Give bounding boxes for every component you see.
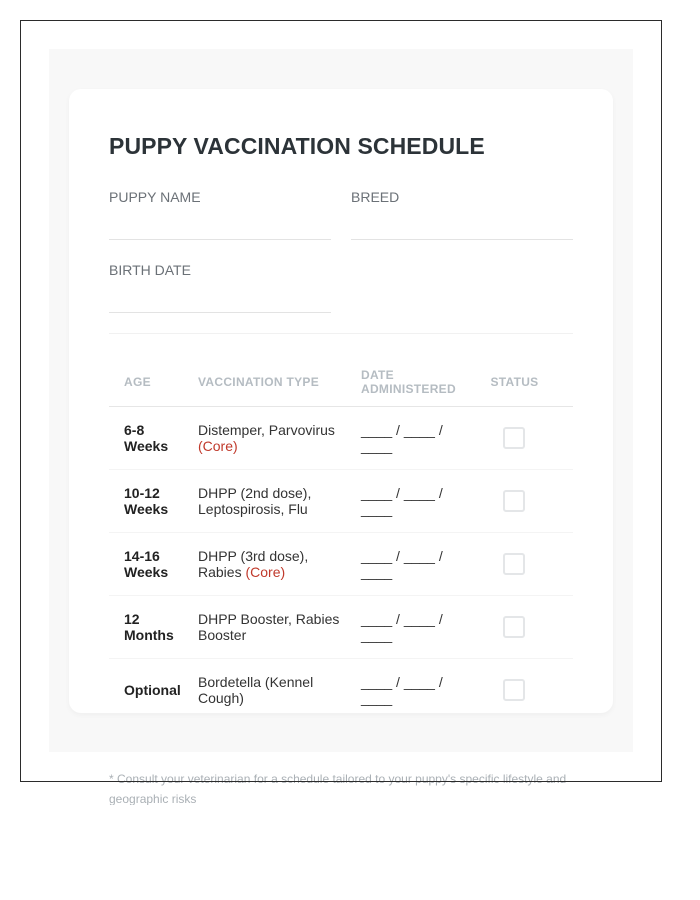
vaccination-cell xyxy=(183,533,346,596)
header-date-administered: DATE ADMINISTERED xyxy=(346,368,456,407)
vaccination-table xyxy=(109,368,573,713)
age-cell: 14-16 Weeks xyxy=(109,533,183,596)
table-row xyxy=(109,407,573,470)
age-cell: Optional xyxy=(109,659,183,714)
core-tag: (Core) xyxy=(245,564,286,580)
breed-input[interactable] xyxy=(351,213,573,240)
vaccination-text: DHPP Booster, Rabies Booster xyxy=(198,611,340,643)
date-administered-cell[interactable]: ____ / ____ / ____ xyxy=(346,407,456,470)
status-cell xyxy=(456,533,573,596)
birth-date-label: BIRTH DATE xyxy=(109,262,191,278)
vaccination-text: DHPP (3rd dose), Rabies xyxy=(198,548,309,580)
header-age: AGE xyxy=(109,368,183,407)
breed-field xyxy=(351,189,573,205)
status-checkbox[interactable] xyxy=(503,616,525,638)
table-row xyxy=(109,470,573,533)
table-row xyxy=(109,533,573,596)
status-cell xyxy=(456,407,573,470)
status-cell xyxy=(456,596,573,659)
footnote: * Consult your veterinarian for a schedule tailored to your puppy's specific lifestyle and geographic risks xyxy=(109,772,567,805)
section-divider xyxy=(109,333,573,334)
core-tag: (Core) xyxy=(198,438,238,454)
table-row xyxy=(109,659,573,714)
status-checkbox[interactable] xyxy=(503,490,525,512)
schedule-card xyxy=(69,89,613,713)
status-checkbox[interactable] xyxy=(503,553,525,575)
vaccination-cell xyxy=(183,659,346,714)
birth-date-input[interactable] xyxy=(109,286,331,313)
status-cell xyxy=(456,470,573,533)
status-cell xyxy=(456,659,573,714)
age-cell: 10-12 Weeks xyxy=(109,470,183,533)
breed-label: BREED xyxy=(351,189,400,205)
table-header-row xyxy=(109,368,573,407)
puppy-name-field xyxy=(109,189,331,205)
date-administered-cell[interactable]: ____ / ____ / ____ xyxy=(346,596,456,659)
age-cell: 12 Months xyxy=(109,596,183,659)
vaccination-text: Bordetella (Kennel Cough) xyxy=(198,674,314,706)
birth-date-field xyxy=(109,262,331,278)
puppy-name-label: PUPPY NAME xyxy=(109,189,201,205)
vaccination-text: DHPP (2nd dose), Leptospirosis, Flu xyxy=(198,485,312,517)
vaccination-cell xyxy=(183,596,346,659)
header-status: STATUS xyxy=(456,368,573,407)
vaccination-cell xyxy=(183,407,346,470)
age-cell: 6-8 Weeks xyxy=(109,407,183,470)
date-administered-cell[interactable]: ____ / ____ / ____ xyxy=(346,659,456,714)
header-vaccination-type: VACCINATION TYPE xyxy=(183,368,346,407)
table-row xyxy=(109,596,573,659)
date-administered-cell[interactable]: ____ / ____ / ____ xyxy=(346,470,456,533)
vaccination-cell xyxy=(183,470,346,533)
status-checkbox[interactable] xyxy=(503,679,525,701)
vaccination-text: Distemper, Parvovirus xyxy=(198,422,335,438)
date-administered-cell[interactable]: ____ / ____ / ____ xyxy=(346,533,456,596)
status-checkbox[interactable] xyxy=(503,427,525,449)
puppy-name-input[interactable] xyxy=(109,213,331,240)
page-title: PUPPY VACCINATION SCHEDULE xyxy=(109,133,485,159)
